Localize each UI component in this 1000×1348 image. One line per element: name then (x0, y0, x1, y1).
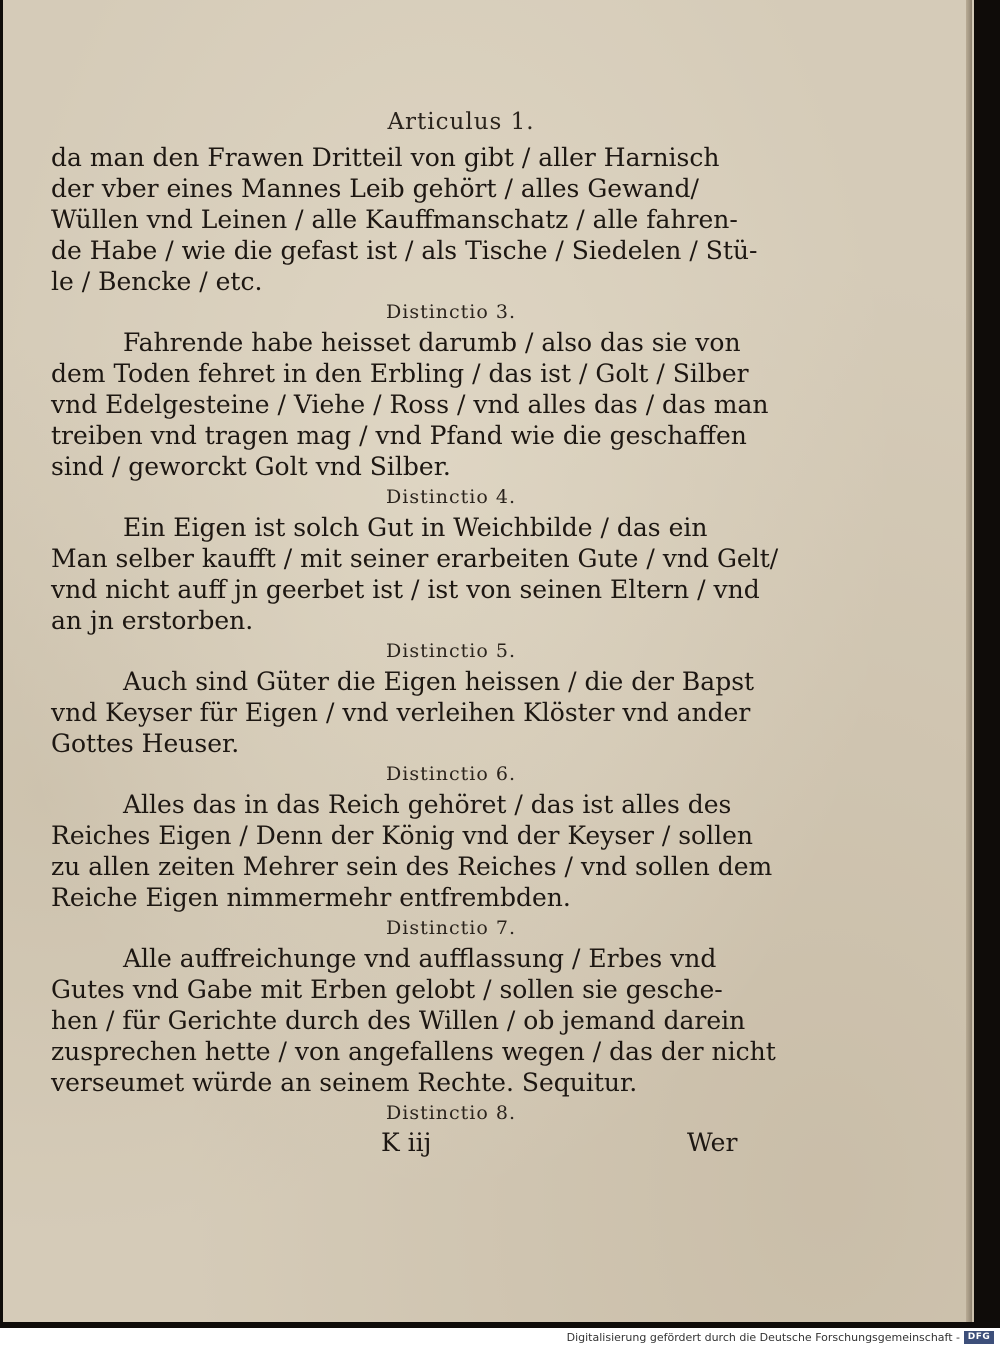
text-line: dem Toden fehret in den Erbling / das ist / Golt / Silber (51, 359, 749, 388)
text-line: Reiches Eigen / Denn der König vnd der Keyser / sollen (51, 821, 753, 850)
text-line: Gottes Heuser. (51, 729, 240, 758)
paragraph-continuation (51, 142, 771, 297)
catchword: Wer (687, 1128, 738, 1157)
paragraph-distinctio-6 (51, 789, 771, 913)
text-block (51, 102, 779, 1164)
text-line: Ein Eigen ist solch Gut in Weichbilde / das ein (123, 513, 708, 542)
paragraph-distinctio-3 (51, 327, 771, 482)
text-line: Wüllen vnd Leinen / alle Kauffmanschatz / alle fahren- (51, 205, 738, 234)
paragraph-distinctio-4 (51, 512, 779, 636)
text-line: Fahrende habe heisset darumb / also das sie von (123, 328, 741, 357)
funding-credit: Digitalisierung gefördert durch die Deutsche Forschungsgemeinschaft - (566, 1331, 960, 1344)
section-heading-distinctio-4: Distinctio 4. (386, 486, 516, 508)
section-heading-distinctio-5: Distinctio 5. (386, 640, 516, 662)
text-line: da man den Frawen Dritteil von gibt / aller Harnisch (51, 143, 720, 172)
text-line: le / Bencke / etc. (51, 267, 263, 296)
section-heading-distinctio-8: Distinctio 8. (386, 1102, 516, 1124)
text-line: zu allen zeiten Mehrer sein des Reiches / vnd sollen dem (51, 852, 773, 881)
text-line: Reiche Eigen nimmermehr entfrembden. (51, 883, 571, 912)
section-heading-distinctio-3: Distinctio 3. (386, 301, 516, 323)
signature-mark: K iij (381, 1128, 432, 1157)
paragraph-distinctio-5 (51, 666, 771, 759)
text-line: vnd nicht auff jn geerbet ist / ist von seinen Eltern / vnd (51, 575, 760, 604)
text-line: de Habe / wie die gefast ist / als Tische / Siedelen / Stü- (51, 236, 758, 265)
text-line: Alle auffreichunge vnd aufflassung / Erbes vnd (123, 944, 717, 973)
text-line: sind / geworckt Golt vnd Silber. (51, 452, 451, 481)
book-page (3, 0, 974, 1322)
dfg-logo: DFG (964, 1331, 994, 1344)
section-heading-distinctio-7: Distinctio 7. (386, 917, 516, 939)
text-line: vnd Keyser für Eigen / vnd verleihen Klöster vnd ander (51, 698, 751, 727)
text-line: zusprechen hette / von angefallens wegen / das der nicht (51, 1037, 776, 1066)
text-line: Alles das in das Reich gehöret / das ist alles des (123, 790, 732, 819)
text-line: vnd Edelgesteine / Viehe / Ross / vnd alles das / das man (51, 390, 769, 419)
page-footer-row (51, 1128, 771, 1164)
credit-bar (0, 1328, 1000, 1348)
text-line: verseumet würde an seinem Rechte. Sequitur. (51, 1068, 638, 1097)
text-line: der vber eines Mannes Leib gehört / alles Gewand/ (51, 174, 699, 203)
text-line: Gutes vnd Gabe mit Erben gelobt / sollen sie gesche- (51, 975, 723, 1004)
text-line: hen / für Gerichte durch des Willen / ob jemand darein (51, 1006, 746, 1035)
text-line: Man selber kaufft / mit seiner erarbeiten Gute / vnd Gelt/ (51, 544, 779, 573)
paragraph-distinctio-7 (51, 943, 776, 1098)
text-line: treiben vnd tragen mag / vnd Pfand wie die geschaffen (51, 421, 747, 450)
section-heading-distinctio-6: Distinctio 6. (386, 763, 516, 785)
page-edge (966, 0, 972, 1322)
running-head: Articulus 1. (387, 109, 535, 135)
text-line: an jn erstorben. (51, 606, 254, 635)
text-line: Auch sind Güter die Eigen heissen / die der Bapst (123, 667, 755, 696)
